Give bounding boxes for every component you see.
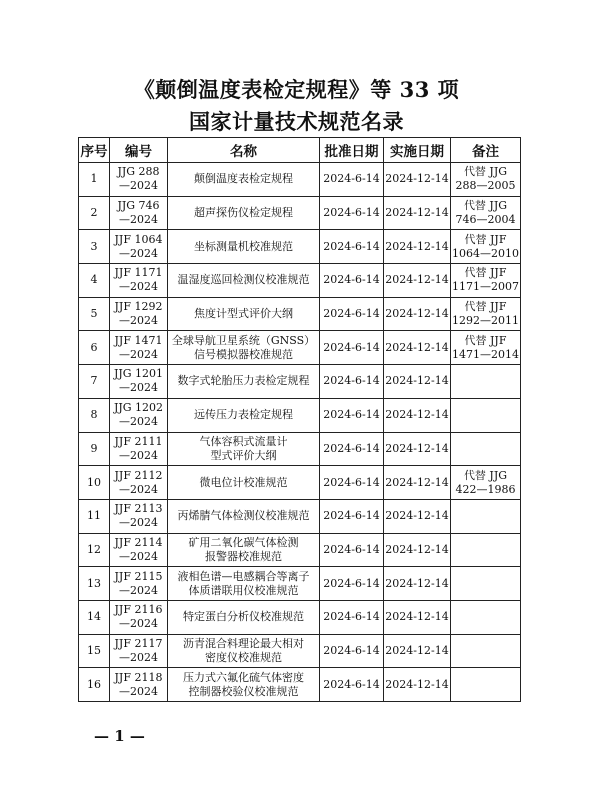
implementation-date-cell xyxy=(384,297,451,331)
approval-date-cell xyxy=(320,230,384,264)
remark-cell-text: 代替 JJF xyxy=(464,300,507,314)
approval-date-cell-text: 2024-6-14 xyxy=(323,206,380,220)
name-cell-text: 丙烯腈气体检测仪校准规范 xyxy=(177,509,310,523)
approval-date-cell xyxy=(320,331,384,365)
remark-cell xyxy=(451,196,521,230)
name-cell-text: 坐标测量机校准规范 xyxy=(194,239,293,253)
implementation-date-cell xyxy=(384,567,451,601)
approval-date-cell-text: 2024-6-14 xyxy=(323,307,380,321)
code-cell xyxy=(110,365,168,399)
remark-cell xyxy=(451,466,521,500)
table-row xyxy=(79,567,521,601)
serial-number-cell xyxy=(79,230,110,264)
name-cell-text: 报警器校准规范 xyxy=(205,549,282,563)
code-cell-text: —2024 xyxy=(119,583,158,597)
name-cell-text: 特定蛋白分析仪校准规范 xyxy=(183,610,304,624)
code-cell xyxy=(110,398,168,432)
code-cell-text: —2024 xyxy=(119,179,158,193)
serial-number-cell xyxy=(79,297,110,331)
name-cell-text: 颠倒温度表检定规程 xyxy=(194,172,293,186)
name-cell-text: 矿用二氧化碳气体检测 xyxy=(188,535,299,549)
implementation-date-cell xyxy=(384,196,451,230)
code-cell-text: —2024 xyxy=(119,347,158,361)
approval-date-cell-text: 2024-6-14 xyxy=(323,677,380,691)
table-row xyxy=(79,398,521,432)
code-cell-text: —2024 xyxy=(119,516,158,530)
code-cell xyxy=(110,432,168,466)
header-approval-date: 批准日期 xyxy=(320,138,384,163)
table-row xyxy=(79,230,521,264)
remark-cell xyxy=(451,533,521,567)
serial-number-cell-text: 7 xyxy=(90,374,98,388)
name-cell-text: 控制器校验仪校准规范 xyxy=(188,684,299,698)
approval-date-cell-text: 2024-6-14 xyxy=(323,475,380,489)
approval-date-cell-text: 2024-6-14 xyxy=(323,643,380,657)
approval-date-cell-text: 2024-6-14 xyxy=(323,576,380,590)
serial-number-cell xyxy=(79,499,110,533)
implementation-date-cell xyxy=(384,466,451,500)
code-cell xyxy=(110,466,168,500)
implementation-date-cell xyxy=(384,499,451,533)
remark-cell-text: 1292—2011 xyxy=(452,314,519,328)
approval-date-cell xyxy=(320,398,384,432)
code-cell xyxy=(110,533,168,567)
code-cell xyxy=(110,499,168,533)
name-cell xyxy=(168,297,320,331)
name-cell-text: 型式评价大纲 xyxy=(210,448,277,462)
code-cell-text: —2024 xyxy=(119,280,158,294)
header-serial-number: 序号 xyxy=(79,138,110,163)
code-cell xyxy=(110,331,168,365)
code-cell-text: JJG 1201 xyxy=(113,367,164,381)
approval-date-cell-text: 2024-6-14 xyxy=(323,340,380,354)
implementation-date-cell-text: 2024-12-14 xyxy=(385,475,449,489)
name-cell-text: 沥青混合料理论最大相对 xyxy=(183,636,304,650)
implementation-date-cell-text: 2024-12-14 xyxy=(385,273,449,287)
name-cell xyxy=(168,668,320,702)
serial-number-cell-text: 6 xyxy=(90,340,98,354)
remark-cell xyxy=(451,163,521,197)
name-cell xyxy=(168,398,320,432)
implementation-date-cell-text: 2024-12-14 xyxy=(385,610,449,624)
approval-date-cell-text: 2024-6-14 xyxy=(323,441,380,455)
remark-cell xyxy=(451,499,521,533)
standards-table xyxy=(78,137,521,702)
remark-cell xyxy=(451,230,521,264)
serial-number-cell-text: 5 xyxy=(90,307,98,321)
serial-number-cell xyxy=(79,668,110,702)
approval-date-cell-text: 2024-6-14 xyxy=(323,509,380,523)
table-row xyxy=(79,533,521,567)
table-header-row xyxy=(79,138,521,163)
code-cell-text: —2024 xyxy=(119,482,158,496)
approval-date-cell xyxy=(320,668,384,702)
approval-date-cell-text: 2024-6-14 xyxy=(323,542,380,556)
serial-number-cell xyxy=(79,634,110,668)
code-cell xyxy=(110,264,168,298)
remark-cell-text: 1171—2007 xyxy=(452,280,519,294)
approval-date-cell-text: 2024-6-14 xyxy=(323,239,380,253)
remark-cell-text: 代替 JJG xyxy=(463,165,508,179)
serial-number-cell-text: 9 xyxy=(90,441,98,455)
code-cell-text: JJF 2115 xyxy=(114,569,163,583)
code-cell-text: —2024 xyxy=(119,549,158,563)
table-row xyxy=(79,466,521,500)
approval-date-cell xyxy=(320,567,384,601)
serial-number-cell xyxy=(79,567,110,601)
code-cell-text: —2024 xyxy=(119,650,158,664)
implementation-date-cell-text: 2024-12-14 xyxy=(385,677,449,691)
name-cell xyxy=(168,533,320,567)
implementation-date-cell xyxy=(384,432,451,466)
serial-number-cell-text: 4 xyxy=(90,273,98,287)
implementation-date-cell xyxy=(384,668,451,702)
table-row xyxy=(79,196,521,230)
name-cell xyxy=(168,230,320,264)
serial-number-cell-text: 16 xyxy=(87,677,101,691)
serial-number-cell xyxy=(79,365,110,399)
table-row xyxy=(79,634,521,668)
serial-number-cell-text: 12 xyxy=(87,542,101,556)
name-cell-text: 压力式六氟化硫气体密度 xyxy=(183,670,304,684)
remark-cell xyxy=(451,365,521,399)
implementation-date-cell-text: 2024-12-14 xyxy=(385,542,449,556)
remark-cell xyxy=(451,398,521,432)
approval-date-cell xyxy=(320,432,384,466)
remark-cell xyxy=(451,432,521,466)
remark-cell xyxy=(451,264,521,298)
approval-date-cell-text: 2024-6-14 xyxy=(323,610,380,624)
serial-number-cell-text: 14 xyxy=(87,610,101,624)
name-cell xyxy=(168,365,320,399)
serial-number-cell-text: 1 xyxy=(90,172,98,186)
approval-date-cell xyxy=(320,466,384,500)
serial-number-cell xyxy=(79,163,110,197)
remark-cell-text: 代替 JJG xyxy=(463,468,508,482)
approval-date-cell-text: 2024-6-14 xyxy=(323,374,380,388)
serial-number-cell-text: 10 xyxy=(87,475,101,489)
code-cell-text: JJF 2113 xyxy=(114,502,163,516)
table-row xyxy=(79,432,521,466)
table-row xyxy=(79,499,521,533)
remark-cell xyxy=(451,331,521,365)
remark-cell-text: 代替 JJF xyxy=(464,266,507,280)
serial-number-cell-text: 13 xyxy=(87,576,101,590)
remark-cell-text: 1064—2010 xyxy=(452,246,519,260)
approval-date-cell-text: 2024-6-14 xyxy=(323,172,380,186)
name-cell xyxy=(168,634,320,668)
name-cell xyxy=(168,163,320,197)
table-row xyxy=(79,297,521,331)
serial-number-cell xyxy=(79,533,110,567)
table-body xyxy=(79,163,521,702)
approval-date-cell xyxy=(320,163,384,197)
name-cell-text: 气体容积式流量计 xyxy=(199,434,288,448)
approval-date-cell xyxy=(320,600,384,634)
name-cell xyxy=(168,264,320,298)
code-cell-text: JJF 1064 xyxy=(114,232,163,246)
code-cell xyxy=(110,600,168,634)
name-cell-text: 体质谱联用仪校准规范 xyxy=(188,583,299,597)
implementation-date-cell-text: 2024-12-14 xyxy=(385,441,449,455)
implementation-date-cell xyxy=(384,230,451,264)
serial-number-cell xyxy=(79,398,110,432)
implementation-date-cell-text: 2024-12-14 xyxy=(385,408,449,422)
approval-date-cell-text: 2024-6-14 xyxy=(323,273,380,287)
code-cell-text: —2024 xyxy=(119,213,158,227)
code-cell-text: JJG 746 xyxy=(117,199,160,213)
serial-number-cell-text: 3 xyxy=(90,239,98,253)
code-cell xyxy=(110,163,168,197)
name-cell-text: 信号模拟器校准规范 xyxy=(194,347,293,361)
remark-cell xyxy=(451,668,521,702)
name-cell xyxy=(168,432,320,466)
serial-number-cell-text: 2 xyxy=(90,206,98,220)
name-cell xyxy=(168,499,320,533)
remark-cell-text: 288—2005 xyxy=(455,179,516,193)
implementation-date-cell-text: 2024-12-14 xyxy=(385,172,449,186)
code-cell-text: —2024 xyxy=(119,617,158,631)
code-cell-text: JJF 2117 xyxy=(114,636,163,650)
implementation-date-cell-text: 2024-12-14 xyxy=(385,307,449,321)
implementation-date-cell xyxy=(384,634,451,668)
table-row xyxy=(79,264,521,298)
code-cell xyxy=(110,567,168,601)
implementation-date-cell xyxy=(384,331,451,365)
remark-cell xyxy=(451,634,521,668)
approval-date-cell xyxy=(320,297,384,331)
serial-number-cell xyxy=(79,600,110,634)
remark-cell-text: 1471—2014 xyxy=(452,347,519,361)
code-cell-text: JJF 2118 xyxy=(114,670,163,684)
name-cell xyxy=(168,466,320,500)
code-cell xyxy=(110,196,168,230)
code-cell-text: JJG 288 xyxy=(117,165,160,179)
page-number: — 1 — xyxy=(94,727,145,745)
remark-cell-text: 代替 JJG xyxy=(463,199,508,213)
name-cell-text: 全球导航卫星系统（GNSS） xyxy=(171,333,316,347)
remark-cell-text: 代替 JJF xyxy=(464,232,507,246)
code-cell xyxy=(110,634,168,668)
remark-cell-text: 746—2004 xyxy=(455,213,516,227)
serial-number-cell-text: 11 xyxy=(87,509,101,523)
code-cell-text: —2024 xyxy=(119,314,158,328)
code-cell-text: —2024 xyxy=(119,415,158,429)
approval-date-cell xyxy=(320,365,384,399)
remark-cell xyxy=(451,600,521,634)
code-cell xyxy=(110,230,168,264)
approval-date-cell xyxy=(320,196,384,230)
remark-cell xyxy=(451,297,521,331)
serial-number-cell-text: 15 xyxy=(87,643,101,657)
table-row xyxy=(79,600,521,634)
table-row xyxy=(79,365,521,399)
serial-number-cell xyxy=(79,331,110,365)
table-row xyxy=(79,163,521,197)
page-title-line2: 国家计量技术规范名录 xyxy=(189,109,404,134)
name-cell-text: 远传压力表检定规程 xyxy=(194,408,293,422)
approval-date-cell xyxy=(320,634,384,668)
serial-number-cell xyxy=(79,264,110,298)
implementation-date-cell xyxy=(384,365,451,399)
remark-cell xyxy=(451,567,521,601)
implementation-date-cell xyxy=(384,533,451,567)
implementation-date-cell xyxy=(384,398,451,432)
code-cell xyxy=(110,668,168,702)
header-name: 名称 xyxy=(168,138,320,163)
code-cell xyxy=(110,297,168,331)
implementation-date-cell-text: 2024-12-14 xyxy=(385,509,449,523)
table-row xyxy=(79,331,521,365)
approval-date-cell xyxy=(320,499,384,533)
name-cell-text: 焦度计型式评价大纲 xyxy=(194,307,293,321)
table-row xyxy=(79,668,521,702)
name-cell-text: 超声探伤仪检定规程 xyxy=(194,206,293,220)
remark-cell-text: 代替 JJF xyxy=(464,333,507,347)
implementation-date-cell-text: 2024-12-14 xyxy=(385,239,449,253)
code-cell-text: —2024 xyxy=(119,684,158,698)
implementation-date-cell xyxy=(384,264,451,298)
implementation-date-cell xyxy=(384,600,451,634)
implementation-date-cell xyxy=(384,163,451,197)
name-cell xyxy=(168,331,320,365)
code-cell-text: JJF 2112 xyxy=(114,468,163,482)
name-cell xyxy=(168,600,320,634)
implementation-date-cell-text: 2024-12-14 xyxy=(385,206,449,220)
implementation-date-cell-text: 2024-12-14 xyxy=(385,643,449,657)
remark-cell-text: 422—1986 xyxy=(455,482,516,496)
approval-date-cell-text: 2024-6-14 xyxy=(323,408,380,422)
code-cell-text: JJG 1202 xyxy=(113,401,164,415)
code-cell-text: JJF 2114 xyxy=(114,535,163,549)
header-implementation-date: 实施日期 xyxy=(384,138,451,163)
code-cell-text: JJF 1171 xyxy=(114,266,163,280)
serial-number-cell xyxy=(79,432,110,466)
serial-number-cell xyxy=(79,196,110,230)
name-cell-text: 密度仪校准规范 xyxy=(205,650,282,664)
name-cell xyxy=(168,567,320,601)
code-cell-text: —2024 xyxy=(119,246,158,260)
implementation-date-cell-text: 2024-12-14 xyxy=(385,340,449,354)
name-cell-text: 温湿度巡回检测仪校准规范 xyxy=(177,273,310,287)
serial-number-cell-text: 8 xyxy=(90,408,98,422)
header-remarks: 备注 xyxy=(451,138,521,163)
header-code: 编号 xyxy=(110,138,168,163)
page-title-line1: 《颠倒温度表检定规程》等 33 项 xyxy=(133,77,460,102)
code-cell-text: JJF 2111 xyxy=(114,434,163,448)
implementation-date-cell-text: 2024-12-14 xyxy=(385,576,449,590)
code-cell-text: JJF 1471 xyxy=(114,333,163,347)
name-cell-text: 微电位计校准规范 xyxy=(199,475,288,489)
name-cell-text: 液相色谱—电感耦合等离子 xyxy=(177,569,310,583)
code-cell-text: —2024 xyxy=(119,448,158,462)
approval-date-cell xyxy=(320,264,384,298)
implementation-date-cell-text: 2024-12-14 xyxy=(385,374,449,388)
code-cell-text: JJF 2116 xyxy=(114,603,163,617)
serial-number-cell xyxy=(79,466,110,500)
name-cell xyxy=(168,196,320,230)
code-cell-text: —2024 xyxy=(119,381,158,395)
approval-date-cell xyxy=(320,533,384,567)
name-cell-text: 数字式轮胎压力表检定规程 xyxy=(177,374,310,388)
code-cell-text: JJF 1292 xyxy=(114,300,163,314)
